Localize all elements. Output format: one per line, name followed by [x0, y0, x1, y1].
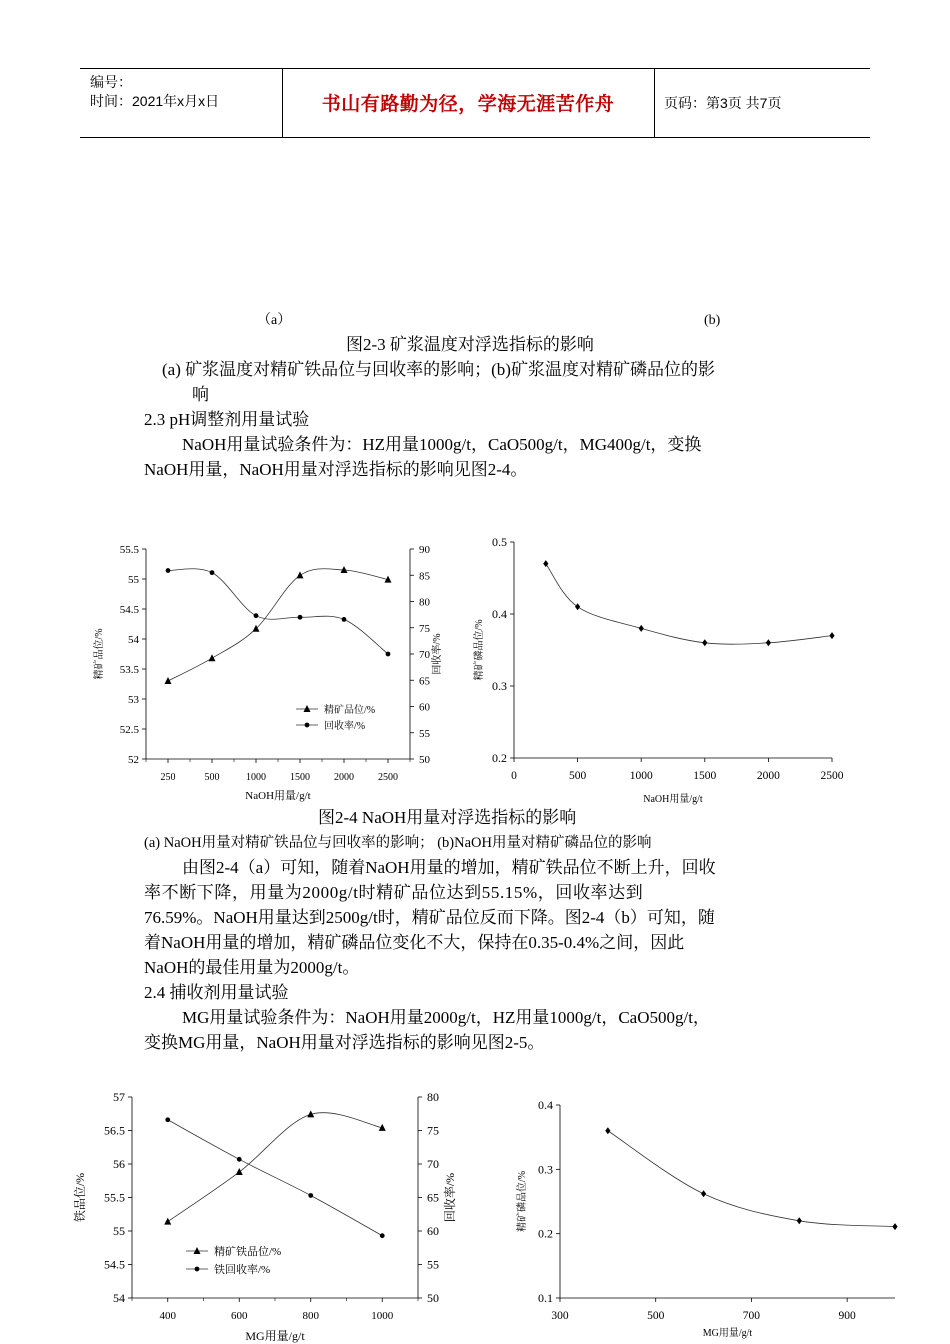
legend-label: 铁回收率/% [214, 1264, 271, 1276]
y-tick-label: 55 [128, 574, 139, 586]
y-tick-label-right: 80 [427, 1090, 439, 1104]
y-tick-label: 0.3 [492, 679, 507, 693]
data-point [254, 613, 259, 618]
x-tick-label: 1000 [629, 770, 653, 782]
y-tick-label: 55.5 [119, 544, 139, 556]
date-label: 时间：2021年x月x日 [90, 93, 220, 109]
x-tick-label: 2000 [756, 770, 780, 782]
x-tick-label: 2500 [378, 772, 398, 783]
section-heading-2-4: 2.4 捕收剂用量试验 [144, 983, 289, 1002]
number-label: 编号： [90, 74, 132, 90]
y-tick-label: 54 [113, 1291, 125, 1305]
para24-text: 由图2-4（a）可知，随着NaOH用量的增加，精矿铁品位不断上升，回收 [182, 858, 716, 877]
y-tick-label: 0.2 [492, 751, 507, 765]
y-tick-label-right: 65 [427, 1190, 439, 1205]
y-tick-label: 55 [113, 1224, 125, 1238]
data-point [892, 1223, 897, 1230]
x-tick-label: 2500 [820, 770, 844, 782]
data-point [210, 570, 215, 575]
sec24-text: 变换MG用量，NaOH用量对浮选指标的影响见图2-5。 [144, 1033, 545, 1052]
x-tick-label: 1000 [371, 1310, 394, 1322]
y-tick-label-right: 90 [419, 544, 430, 556]
x-tick-label: 800 [302, 1310, 319, 1322]
y-axis-label-right: 回收率/% [432, 633, 443, 675]
data-point [639, 625, 644, 632]
legend-label: 回收率/% [324, 721, 366, 732]
data-point [164, 1218, 171, 1225]
data-point [766, 639, 771, 646]
x-tick-label: 500 [647, 1310, 665, 1322]
series-line [168, 1113, 383, 1222]
x-axis-label: NaOH用量/g/t [245, 790, 311, 802]
y-tick-label-right: 65 [419, 675, 430, 688]
para24-text: 着NaOH用量的增加，精矿磷品位变化不大，保持在0.35-0.4%之间，因此 [144, 933, 685, 952]
y-axis-label: 铁品位/% [73, 1172, 87, 1223]
legend-label: 精矿品位/% [324, 705, 376, 716]
data-point [304, 705, 311, 712]
x-tick-label: 500 [568, 770, 587, 782]
data-point [829, 632, 834, 639]
x-tick-label: 1000 [246, 772, 266, 783]
x-tick-label: 1500 [290, 772, 310, 783]
x-tick-label: 2000 [334, 772, 354, 783]
x-tick-label: 300 [551, 1310, 569, 1322]
x-tick-label: 250 [160, 772, 176, 783]
page-header [80, 68, 870, 138]
chart-mg-grade-recovery [70, 1084, 457, 1344]
header-divider [654, 69, 655, 137]
fig24-subcaption: (a) NaOH用量对精矿铁品位与回收率的影响； (b)NaOH用量对精矿磷品位的影响 [144, 835, 652, 851]
y-tick-label: 55.5 [104, 1190, 125, 1205]
y-tick-label-right: 60 [419, 701, 430, 714]
y-tick-label-right: 50 [427, 1291, 439, 1305]
y-tick-label: 0.2 [538, 1226, 553, 1241]
data-point [701, 1190, 706, 1197]
data-point [702, 639, 707, 646]
x-tick-label: 1500 [693, 770, 717, 782]
header-motto: 书山有路勤为径，学海无涯苦作舟 [321, 93, 615, 115]
fig24-caption: 图2-4 NaOH用量对浮选指标的影响 [318, 808, 577, 827]
chart-mg-phosphorus [505, 1084, 905, 1344]
y-axis-label: 精矿磷品位/% [517, 1170, 528, 1233]
y-axis-label-right: 回收率/% [443, 1172, 457, 1223]
y-axis-label: 精矿磷品位/% [474, 619, 485, 681]
y-tick-label-right: 60 [427, 1224, 439, 1238]
sec23-text: NaOH用量试验条件为：HZ用量1000g/t，CaO500g/t，MG400g/t，变换 [182, 435, 702, 454]
fig23-subcaption: (a) 矿浆温度对精矿铁品位与回收率的影响；(b)矿浆温度对精矿磷品位的影 [162, 360, 715, 379]
x-axis-label: NaOH用量/g/t [643, 794, 703, 805]
data-point [605, 1127, 610, 1134]
header-meta [90, 73, 219, 111]
y-tick-label-right: 85 [419, 570, 430, 583]
data-point [342, 617, 347, 622]
x-axis-label: MG用量/g/t [245, 1329, 305, 1343]
page-number: 页码：第3页 共7页 [664, 95, 782, 111]
fig23-label-b: (b) [704, 313, 721, 328]
y-tick-label: 54.5 [104, 1257, 125, 1272]
data-point [797, 1217, 802, 1224]
y-tick-label-right: 70 [419, 649, 430, 661]
x-tick-label: 700 [742, 1310, 761, 1322]
y-tick-label-right: 50 [419, 754, 430, 766]
data-point [236, 1168, 243, 1175]
data-point [237, 1157, 242, 1162]
y-tick-label: 0.5 [492, 535, 507, 549]
sec24-text: MG用量试验条件为：NaOH用量2000g/t，HZ用量1000g/t，CaO500g/t， [182, 1008, 710, 1027]
x-tick-label: 0 [511, 770, 517, 782]
data-point [165, 677, 172, 684]
y-tick-label-right: 75 [427, 1123, 439, 1138]
legend-label: 精矿铁品位/% [214, 1246, 282, 1258]
y-tick-label: 53 [128, 694, 139, 706]
x-tick-label: 400 [159, 1310, 176, 1322]
chart-naoh-grade-recovery [80, 535, 443, 805]
y-tick-label: 0.4 [492, 607, 507, 621]
y-tick-label: 52 [128, 754, 139, 766]
y-tick-label: 53.5 [119, 664, 139, 676]
data-point [575, 603, 580, 610]
data-point [297, 571, 304, 578]
x-tick-label: 900 [838, 1310, 856, 1322]
data-point [386, 652, 391, 657]
y-tick-label: 56.5 [104, 1123, 125, 1138]
fig23-subcaption-cont: 响 [192, 385, 209, 404]
series-line [168, 1120, 383, 1236]
fig23-caption: 图2-3 矿浆温度对浮选指标的影响 [346, 335, 594, 354]
para24-text: NaOH的最佳用量为2000g/t。 [144, 958, 360, 977]
y-tick-label-right: 55 [419, 727, 430, 740]
sec23-text: NaOH用量，NaOH用量对浮选指标的影响见图2-4。 [144, 460, 528, 479]
series-line [608, 1131, 895, 1227]
y-tick-label-right: 55 [427, 1257, 439, 1272]
y-tick-label-right: 75 [419, 622, 430, 635]
y-tick-label: 0.1 [538, 1291, 553, 1305]
data-point [308, 1193, 313, 1198]
y-tick-label: 54 [128, 634, 139, 646]
data-point [298, 615, 303, 620]
x-tick-label: 500 [204, 772, 220, 783]
y-tick-label: 52.5 [119, 724, 139, 736]
y-tick-label: 57 [113, 1090, 125, 1104]
fig23-label-a: （a） [257, 313, 292, 328]
chart-naoh-phosphorus [470, 528, 844, 805]
data-point [380, 1233, 385, 1238]
series-line [168, 569, 388, 681]
y-tick-label: 54.5 [119, 604, 139, 616]
data-point [165, 1117, 170, 1122]
y-tick-label-right: 70 [427, 1157, 439, 1171]
y-tick-label: 0.3 [538, 1162, 553, 1177]
y-tick-label-right: 80 [419, 596, 430, 609]
para24-text: 率不断下降，用量为2000g/t时精矿品位达到55.15%，回收率达到 [144, 883, 644, 902]
data-point [209, 654, 216, 661]
para24-text: 76.59%。NaOH用量达到2500g/t时，精矿品位反而下降。图2-4（b）可知，随 [144, 908, 715, 927]
data-point [166, 568, 171, 573]
data-point [194, 1247, 201, 1254]
x-axis-label: MG用量/g/t [702, 1328, 753, 1339]
section-heading-2-3: 2.3 pH调整剂用量试验 [144, 410, 310, 429]
data-point [195, 1267, 200, 1272]
series-line [546, 564, 832, 645]
y-tick-label: 56 [113, 1157, 125, 1171]
y-axis-label: 精矿品位/% [94, 628, 105, 680]
data-point [305, 723, 310, 728]
y-tick-label: 0.4 [538, 1098, 553, 1112]
series-line [168, 569, 388, 654]
x-tick-label: 600 [231, 1310, 248, 1322]
